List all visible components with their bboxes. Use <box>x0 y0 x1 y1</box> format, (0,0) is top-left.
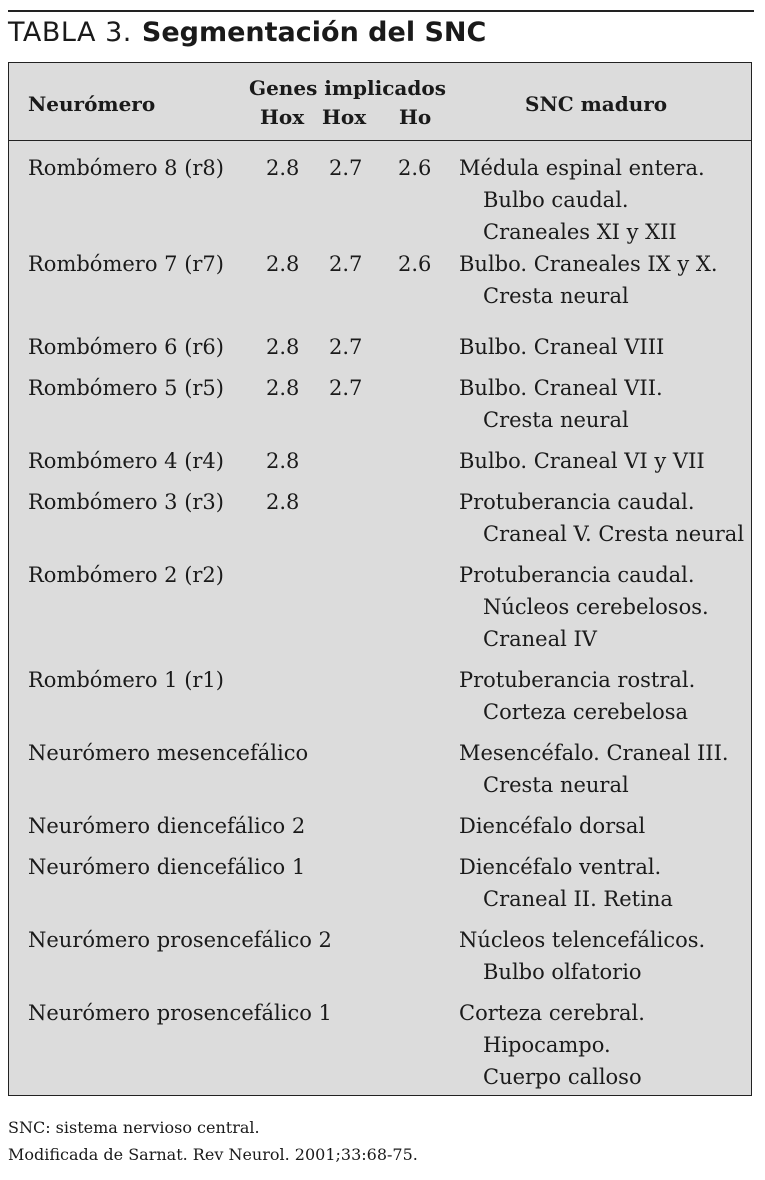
neuromero-name: Neurómero diencefálico 1 <box>28 855 306 879</box>
neuromero-name: Rombómero 6 (r6) <box>28 335 224 359</box>
snc-maduro-line: Craneal IV <box>483 627 597 651</box>
neuromero-name: Rombómero 5 (r5) <box>28 376 224 400</box>
gene-value-3: 2.6 <box>398 252 432 276</box>
snc-maduro-line: Protuberancia caudal. <box>459 563 695 587</box>
snc-maduro-line: Hipocampo. <box>483 1033 611 1057</box>
gene-value-1: 2.8 <box>266 156 300 180</box>
snc-maduro-line: Diencéfalo dorsal <box>459 814 646 838</box>
top-rule <box>8 10 754 12</box>
snc-maduro-cell <box>459 445 705 477</box>
snc-maduro-line: Protuberancia rostral. <box>459 668 696 692</box>
neuromero-name: Neurómero prosencefálico 2 <box>28 928 332 952</box>
gene-value-1: 2.8 <box>266 449 300 473</box>
gene-value-1: 2.8 <box>266 490 300 514</box>
snc-maduro-cell <box>459 851 673 915</box>
snc-maduro-line: Protuberancia caudal. <box>459 490 695 514</box>
snc-maduro-cell <box>459 737 729 801</box>
snc-maduro-line: Cresta neural <box>483 773 629 797</box>
table-header <box>9 63 751 141</box>
snc-maduro-cell <box>459 810 645 842</box>
table-title: Segmentación del SNC <box>141 17 487 48</box>
segmentation-table <box>8 62 752 1096</box>
snc-maduro-line: Craneal II. Retina <box>483 887 673 911</box>
snc-maduro-cell <box>459 372 663 436</box>
table-number: TABLA 3. <box>8 17 132 48</box>
gene-value-2: 2.7 <box>329 156 363 180</box>
snc-maduro-line: Craneales XI y XII <box>483 220 677 244</box>
gene-value-1: 2.8 <box>266 252 300 276</box>
neuromero-name: Neurómero diencefálico 2 <box>28 814 306 838</box>
neuromero-name: Rombómero 1 (r1) <box>28 668 224 692</box>
neuromero-name: Neurómero prosencefálico 1 <box>28 1001 332 1025</box>
snc-maduro-cell <box>459 486 744 550</box>
header-snc-maduro: SNC maduro <box>525 92 668 116</box>
gene-value-2: 2.7 <box>329 252 363 276</box>
table-caption <box>8 16 486 50</box>
snc-maduro-cell <box>459 924 705 988</box>
snc-maduro-line: Cresta neural <box>483 408 629 432</box>
snc-maduro-line: Craneal V. Cresta neural <box>483 522 745 546</box>
neuromero-name: Neurómero mesencefálico <box>28 741 309 765</box>
header-gene-col-3: Ho <box>399 105 432 129</box>
snc-maduro-cell <box>459 559 709 655</box>
snc-maduro-line: Bulbo. Craneales IX y X. <box>459 252 718 276</box>
footnotes <box>8 1114 418 1168</box>
neuromero-name: Rombómero 3 (r3) <box>28 490 224 514</box>
snc-maduro-line: Corteza cerebelosa <box>483 700 689 724</box>
snc-maduro-line: Cuerpo calloso <box>483 1065 642 1089</box>
snc-maduro-cell <box>459 997 645 1093</box>
snc-maduro-line: Corteza cerebral. <box>459 1001 645 1025</box>
snc-maduro-line: Diencéfalo ventral. <box>459 855 662 879</box>
snc-maduro-line: Bulbo. Craneal VIII <box>459 335 665 359</box>
snc-maduro-line: Núcleos cerebelosos. <box>483 595 709 619</box>
header-neuromero: Neurómero <box>28 92 156 116</box>
gene-value-1: 2.8 <box>266 376 300 400</box>
snc-maduro-line: Bulbo. Craneal VII. <box>459 376 663 400</box>
gene-value-2: 2.7 <box>329 376 363 400</box>
snc-maduro-line: Bulbo caudal. <box>483 188 629 212</box>
gene-value-2: 2.7 <box>329 335 363 359</box>
snc-maduro-line: Mesencéfalo. Craneal III. <box>459 741 729 765</box>
footnote-source: Modificada de Sarnat. Rev Neurol. 2001;33:68-75. <box>8 1145 418 1164</box>
snc-maduro-cell <box>459 152 705 248</box>
snc-maduro-cell <box>459 331 664 363</box>
header-gene-col-1: Hox <box>260 105 305 129</box>
snc-maduro-line: Bulbo. Craneal VI y VII <box>459 449 705 473</box>
neuromero-name: Rombómero 8 (r8) <box>28 156 224 180</box>
header-gene-col-2: Hox <box>322 105 367 129</box>
gene-value-3: 2.6 <box>398 156 432 180</box>
snc-maduro-line: Cresta neural <box>483 284 629 308</box>
neuromero-name: Rombómero 4 (r4) <box>28 449 224 473</box>
snc-maduro-line: Médula espinal entera. <box>459 156 705 180</box>
footnote-abbreviation: SNC: sistema nervioso central. <box>8 1118 260 1137</box>
snc-maduro-cell <box>459 664 695 728</box>
gene-value-1: 2.8 <box>266 335 300 359</box>
snc-maduro-line: Núcleos telencefálicos. <box>459 928 706 952</box>
neuromero-name: Rombómero 2 (r2) <box>28 563 224 587</box>
header-genes-implicados: Genes implicados <box>249 76 446 100</box>
snc-maduro-line: Bulbo olfatorio <box>483 960 642 984</box>
neuromero-name: Rombómero 7 (r7) <box>28 252 224 276</box>
snc-maduro-cell <box>459 248 718 312</box>
